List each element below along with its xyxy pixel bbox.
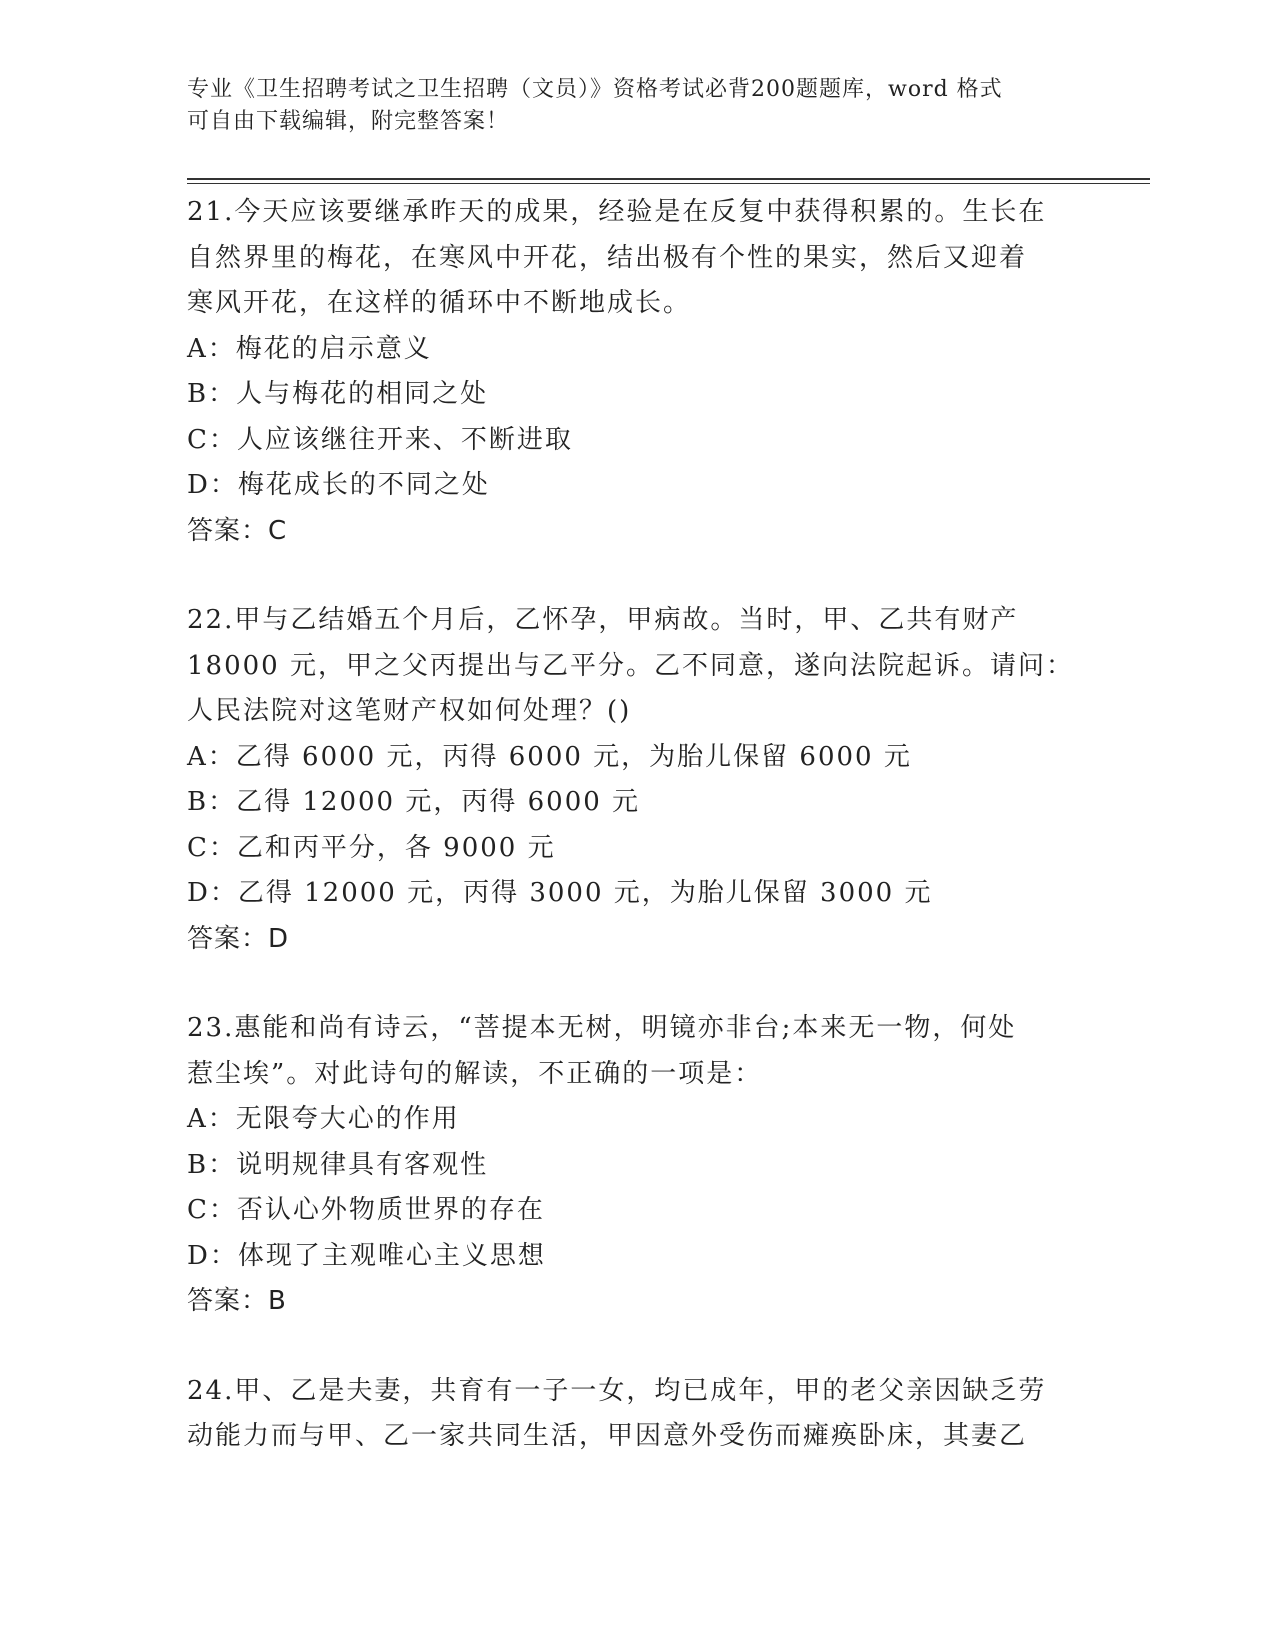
question-23 (187, 1006, 1087, 1325)
question-spacer (187, 962, 1087, 1006)
option-d: D：梅花成长的不同之处 (187, 470, 490, 500)
option-a: A：梅花的启示意义 (187, 333, 432, 364)
question-stem-line: 动能力而与甲、乙一家共同生活，甲因意外受伤而瘫痪卧床，其妻乙 (187, 1421, 1028, 1451)
header-line-1: 专业《卫生招聘考试之卫生招聘（文员）》资格考试必背200题题库，word 格式 (187, 77, 1003, 102)
question-stem-line: 23.惠能和尚有诗云，“菩提本无树，明镜亦非台;本来无一物，何处 (187, 1013, 1017, 1043)
question-stem-line: 惹尘埃”。对此诗句的解读，不正确的一项是： (187, 1058, 763, 1089)
option-c: C：人应该继往开来、不断进取 (187, 424, 573, 455)
option-b: B：人与梅花的相同之处 (187, 379, 489, 409)
option-d: D：乙得 12000 元，丙得 3000 元，为胎儿保留 3000 元 (187, 878, 933, 908)
document-header (187, 74, 1087, 138)
question-21 (187, 190, 1087, 554)
option-d: D：体现了主观唯心主义思想 (187, 1240, 546, 1271)
answer-line: 答案：C (187, 515, 288, 546)
answer-line: 答案：B (187, 1286, 287, 1316)
option-c: C：否认心外物质世界的存在 (187, 1195, 545, 1225)
option-a: A：无限夸大心的作用 (187, 1104, 460, 1134)
option-b: B：说明规律具有客观性 (187, 1149, 489, 1180)
header-divider-thin (187, 183, 1150, 184)
question-stem-line: 21.今天应该要继承昨天的成果，经验是在反复中获得积累的。生长在 (187, 197, 1047, 227)
question-stem-line: 人民法院对这笔财产权如何处理？() (187, 696, 632, 726)
option-a: A：乙得 6000 元，丙得 6000 元，为胎儿保留 6000 元 (187, 741, 912, 772)
question-spacer (187, 1325, 1087, 1369)
question-stem-line: 寒风开花，在这样的循环中不断地成长。 (187, 288, 692, 318)
question-stem-line: 24.甲、乙是夫妻，共育有一子一女，均已成年，甲的老父亲因缺乏劳 (187, 1375, 1047, 1406)
option-b: B：乙得 12000 元，丙得 6000 元 (187, 787, 641, 817)
question-stem-line: 18000 元，甲之父丙提出与乙平分。乙不同意，遂向法院起诉。请问： (187, 650, 1074, 681)
question-stem-line: 22.甲与乙结婚五个月后，乙怀孕，甲病故。当时，甲、乙共有财产 (187, 605, 1019, 635)
header-divider-thick (187, 178, 1150, 180)
option-c: C：乙和丙平分，各 9000 元 (187, 832, 556, 863)
question-list (187, 190, 1087, 1460)
answer-line: 答案：D (187, 923, 290, 954)
question-22 (187, 598, 1087, 962)
question-spacer (187, 554, 1087, 598)
question-stem-line: 自然界里的梅花，在寒风中开花，结出极有个性的果实，然后又迎着 (187, 242, 1028, 273)
question-24 (187, 1369, 1087, 1460)
header-line-2: 可自由下载编辑，附完整答案！ (187, 109, 510, 134)
